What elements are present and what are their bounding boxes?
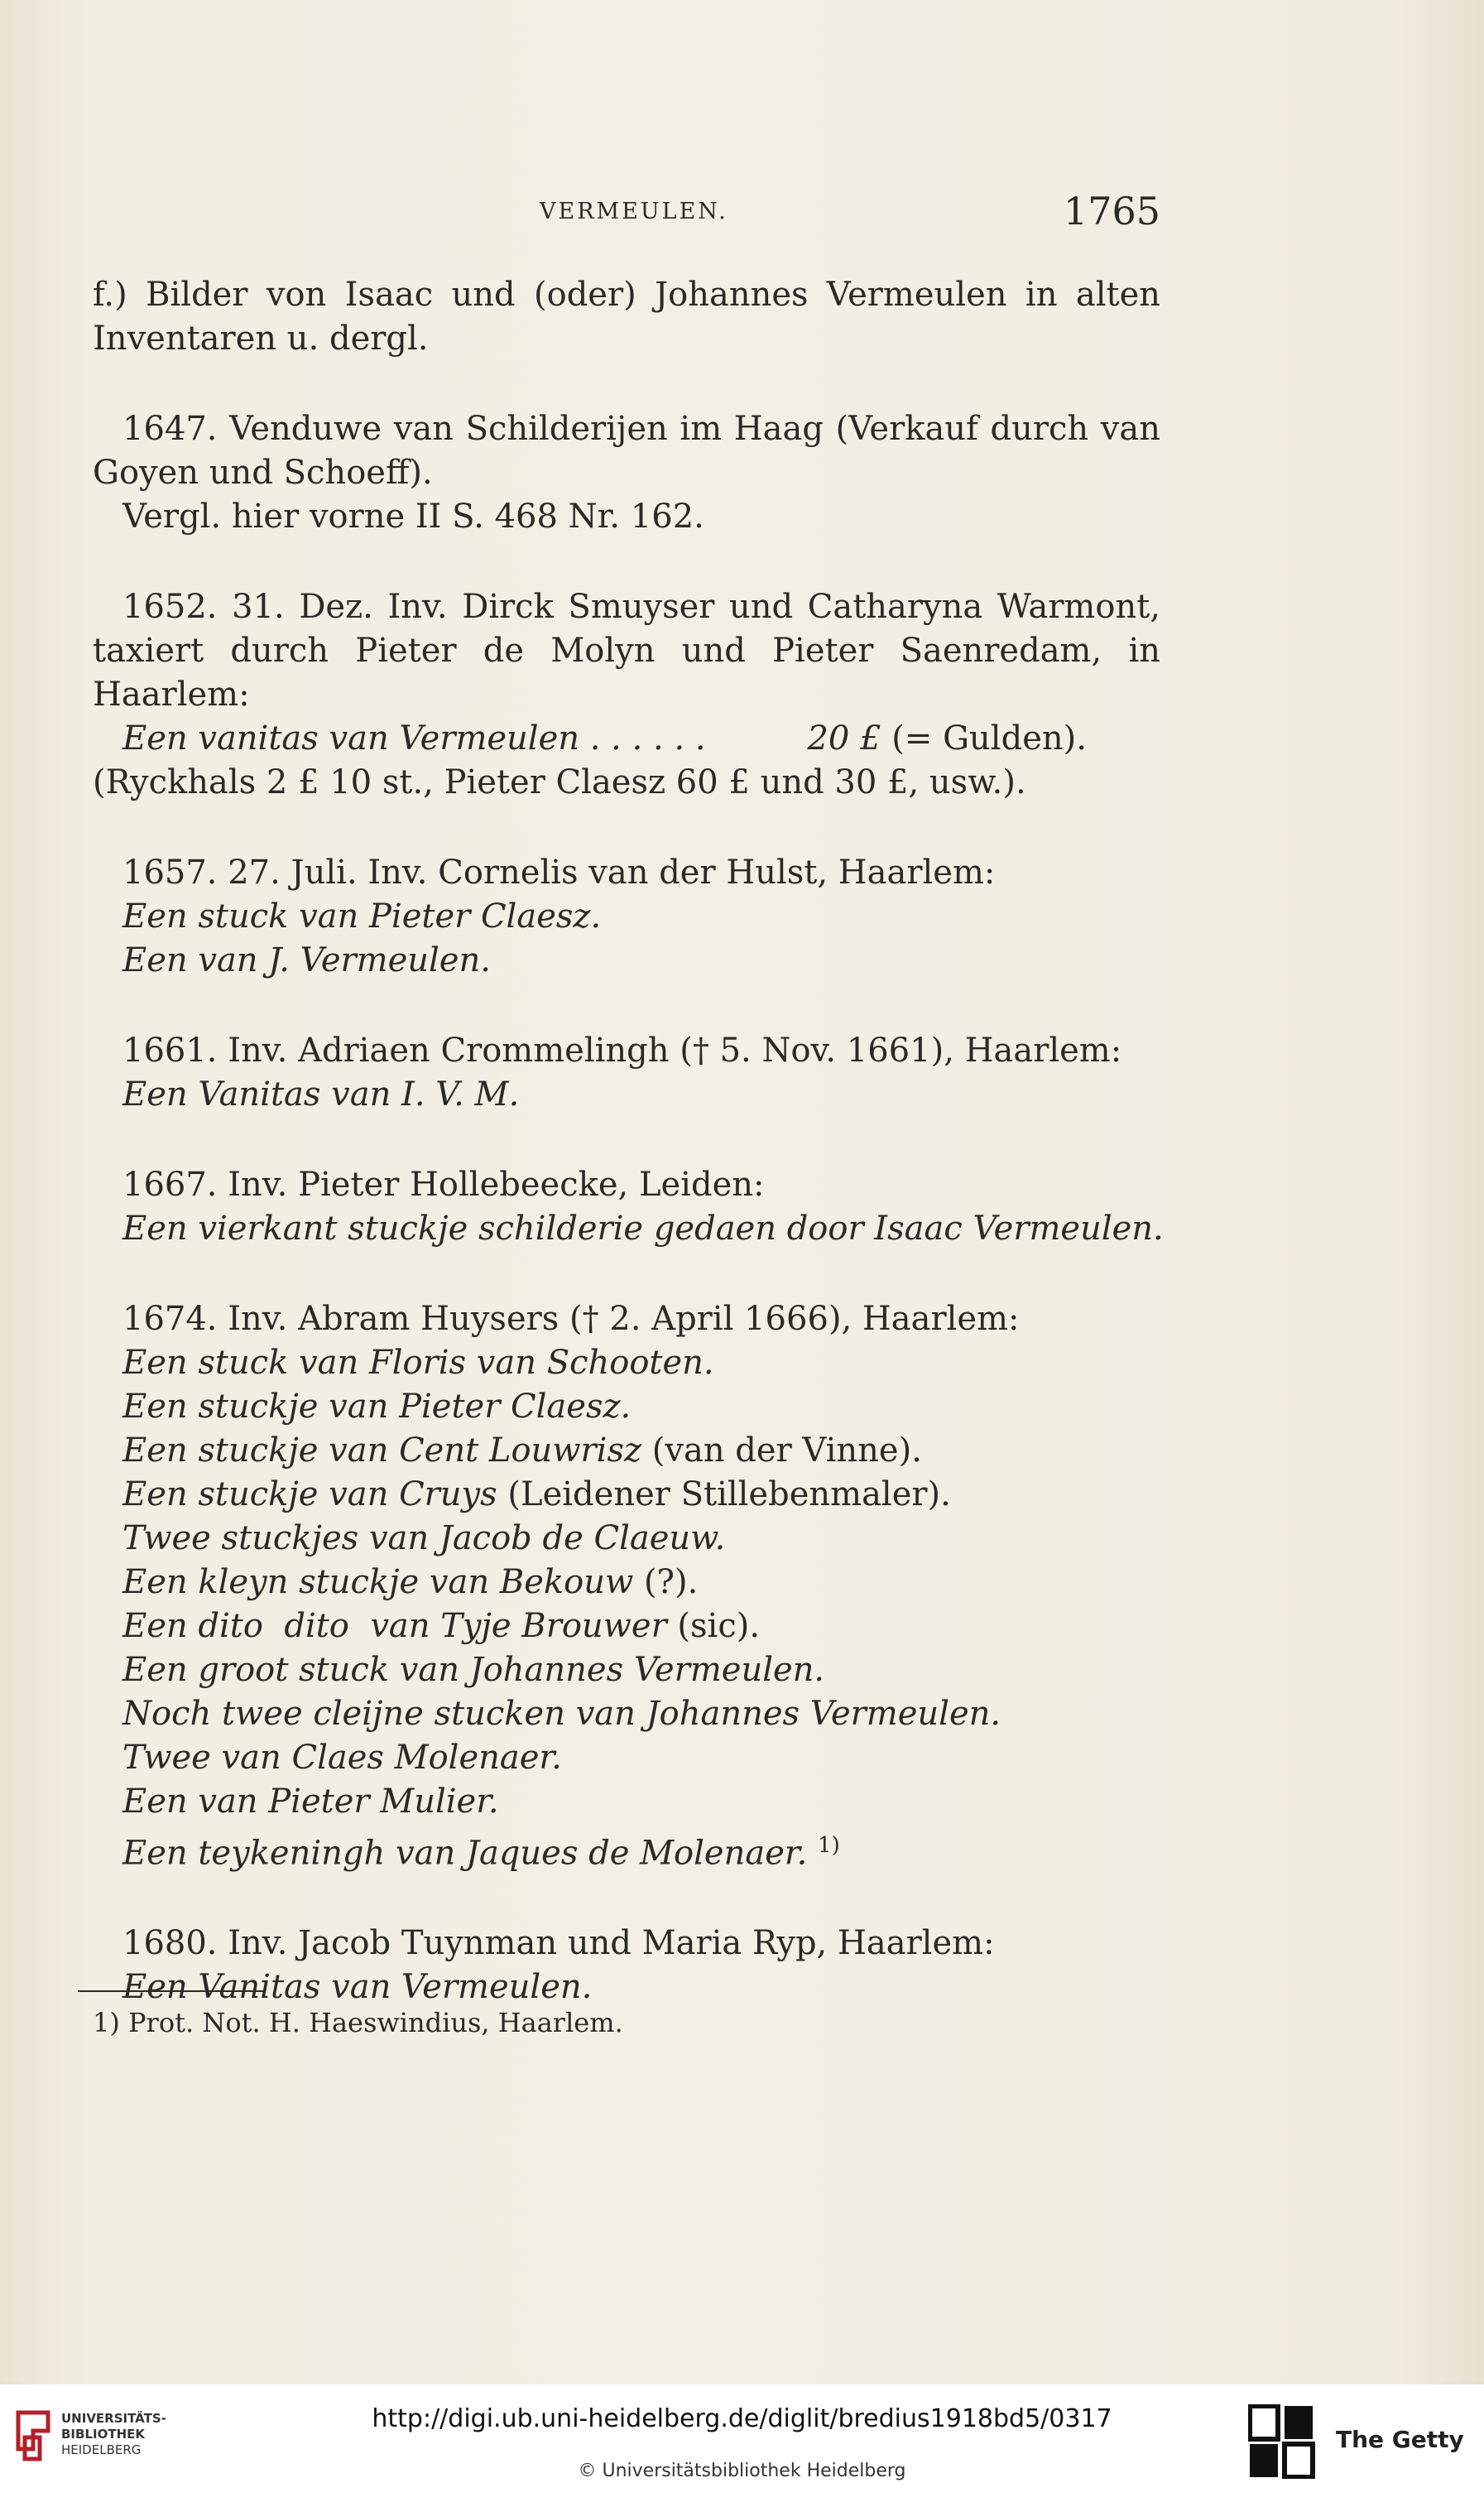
inventory-item: Een stuck van Pieter Claesz.: [122, 897, 602, 936]
inventory-item-title: Een stuckje van Cruys: [122, 1475, 497, 1513]
permalink-url[interactable]: http://digi.ub.uni-heidelberg.de/diglit/bredius1918bd5/0317: [372, 2404, 1112, 2433]
inventory-item-priced: [93, 717, 1160, 761]
inventory-item: Twee van Claes Molenaer.: [122, 1739, 562, 1777]
digitization-footer: [0, 2384, 1484, 2502]
inventory-item: Een vierkant stuckje schilderie gedaen door Isaac Vermeulen.: [122, 1210, 1164, 1248]
entry-heading-1661: 1661. Inv. Adriaen Crommelingh († 5. Nov. 1661), Haarlem:: [122, 1032, 1122, 1070]
inventory-item: Een stuckje van Pieter Claesz.: [122, 1388, 632, 1426]
inventory-item: Een van J. Vermeulen.: [122, 941, 491, 979]
footnote-reference: 1): [818, 1833, 840, 1858]
inventory-item: Een groot stuck van Johannes Vermeulen.: [122, 1651, 825, 1689]
intro-line: f.) Bilder von Isaac und (oder) Johannes Vermeulen in alten: [93, 276, 1160, 314]
entry-text: Goyen und Schoeff).: [93, 454, 433, 492]
inventory-item-title: Een dito dito van Tyje Brouwer: [122, 1607, 667, 1645]
item-price: 20 £: [807, 719, 881, 758]
page-body: [93, 273, 1164, 2009]
footnote-rule: [78, 1990, 265, 1992]
entry-heading-1667: 1667. Inv. Pieter Hollebeecke, Leiden:: [122, 1166, 765, 1204]
running-head: VERMEULEN.: [540, 199, 728, 224]
entry-text: Haarlem:: [93, 676, 250, 714]
entry-heading-1657: 1657. 27. Juli. Inv. Cornelis van der Hulst, Haarlem:: [122, 854, 996, 892]
inventory-item-note: (?).: [643, 1563, 699, 1601]
inventory-item: Een Vanitas van Vermeulen.: [122, 1968, 593, 2007]
inventory-item: Een Vanitas van I. V. M.: [122, 1075, 520, 1114]
page-header: [93, 189, 1160, 238]
entry-text: taxiert durch Pieter de Molyn und Pieter Saenredam, in: [93, 632, 1160, 670]
inventory-item: [93, 1561, 1160, 1605]
inventory-item-title: Een stuckje van Cent Louwrisz: [122, 1431, 642, 1470]
library-name-line: UNIVERSITÄTS-: [61, 2411, 166, 2426]
getty-logo-icon: [1248, 2404, 1316, 2479]
inventory-item: Een stuck van Floris van Schooten.: [122, 1344, 714, 1382]
entry-heading-1680: 1680. Inv. Jacob Tuynman und Maria Ryp, Haarlem:: [122, 1924, 995, 1963]
intro-line: Inventaren u. dergl.: [93, 320, 429, 358]
inventory-item: [93, 1429, 1160, 1473]
inventory-item-title: Een vanitas van Vermeulen: [122, 719, 580, 758]
inventory-item-title: Een kleyn stuckje van Bekouw: [122, 1563, 634, 1601]
entry-heading-1674: 1674. Inv. Abram Huysers († 2. April 1666), Haarlem:: [122, 1300, 1020, 1338]
copyright-notice: © Universitätsbibliothek Heidelberg: [578, 2461, 906, 2481]
inventory-item: Twee stuckjes van Jacob de Claeuw.: [122, 1519, 726, 1557]
price-leaders: . . . . . .: [589, 719, 706, 758]
inventory-item-title: Een teykeningh van Jaques de Molenaer.: [122, 1834, 808, 1873]
inventory-item: [93, 1473, 1160, 1517]
inventory-item: [93, 1605, 1160, 1648]
inventory-item: [93, 1824, 1160, 1875]
inventory-item-note: (van der Vinne).: [651, 1431, 922, 1470]
library-name-line: BIBLIOTHEK: [61, 2427, 145, 2442]
entry-heading-1652: 1652. 31. Dez. Inv. Dirck Smuyser und Catharyna Warmont,: [122, 588, 1160, 626]
entry-heading-1647: 1647. Venduwe van Schilderijen im Haag (Verkauf durch van: [122, 410, 1160, 448]
inventory-item: Een van Pieter Mulier.: [122, 1783, 499, 1821]
inventory-item-note: (Leidener Stillebenmaler).: [507, 1475, 951, 1513]
footnote: 1) Prot. Not. H. Haeswindius, Haarlem.: [93, 2007, 623, 2038]
entry-text: (Ryckhals 2 £ 10 st., Pieter Claesz 60 £ und 30 £, usw.).: [93, 763, 1026, 801]
inventory-item: Noch twee cleijne stucken van Johannes Vermeulen.: [122, 1695, 1001, 1733]
entry-reference: Vergl. hier vorne II S. 468 Nr. 162.: [122, 498, 704, 536]
inventory-item-note: (sic).: [677, 1607, 761, 1645]
page-number: 1765: [1063, 189, 1160, 233]
item-price-note: (= Gulden).: [891, 719, 1087, 758]
library-name-line: HEIDELBERG: [61, 2442, 142, 2457]
getty-name: The Getty: [1336, 2426, 1464, 2453]
